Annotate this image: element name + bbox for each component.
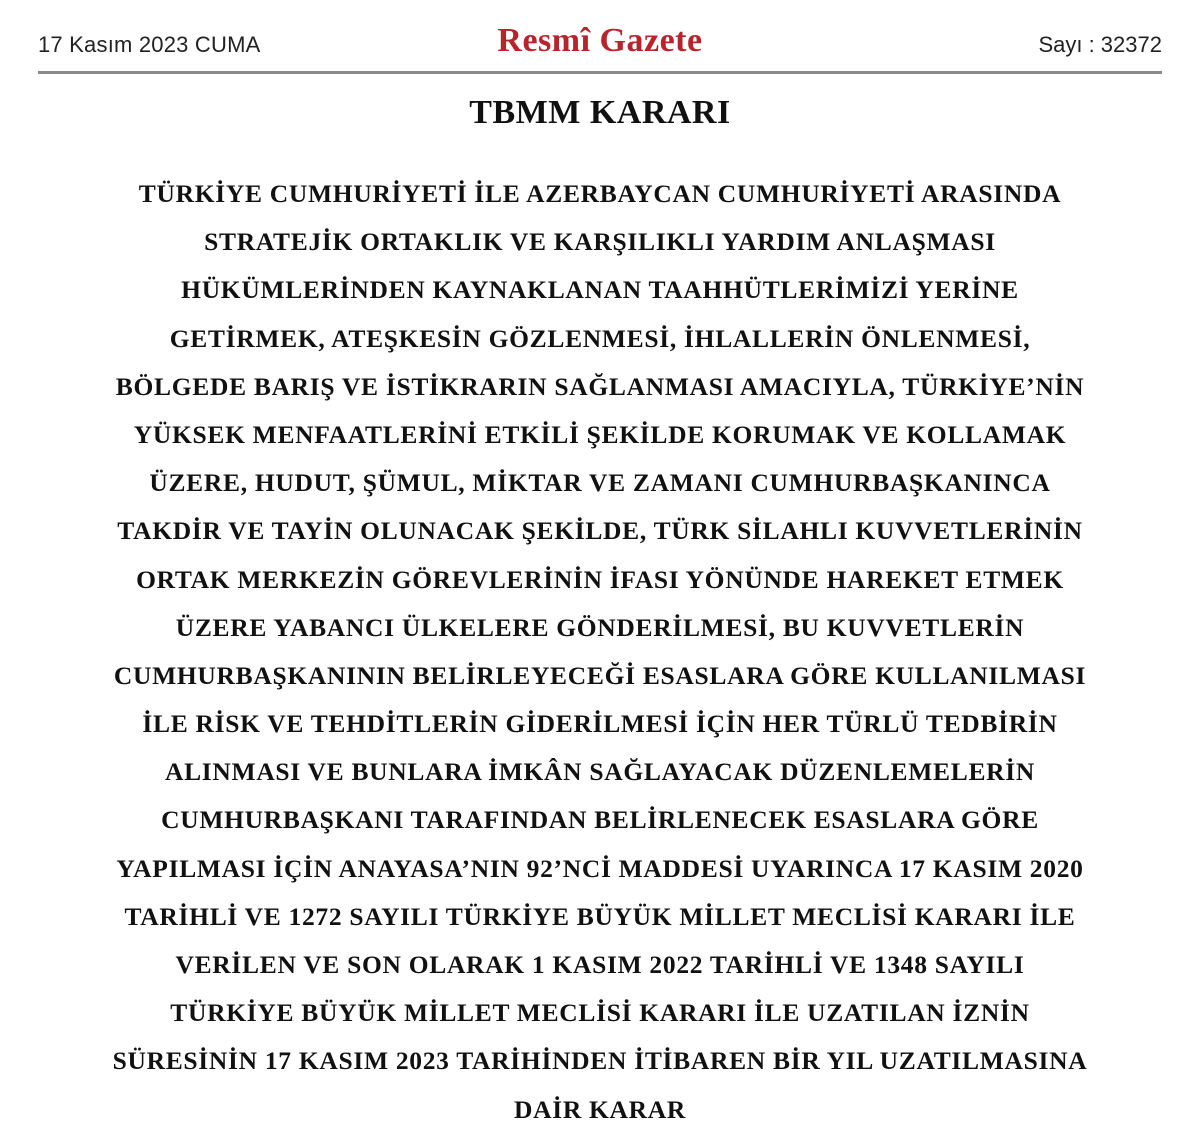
decision-title-line: BÖLGEDE BARIŞ VE İSTİKRARIN SAĞLANMASI AMACIYLA, TÜRKİYE’NİN [115,371,1085,401]
decision-title-line: TARİHLİ VE 1272 SAYILI TÜRKİYE BÜYÜK MİLLET MECLİSİ KARARI İLE [124,901,1076,931]
decision-title [40,170,1160,1134]
decision-title-line: STRATEJİK ORTAKLIK VE KARŞILIKLI YARDIM ANLAŞMASI [204,227,996,257]
decision-title-line: DAİR KARAR [513,1094,687,1124]
decision-title-line: ALINMASI VE BUNLARA İMKÂN SAĞLAYACAK DÜZENLEMELERİN [164,757,1036,787]
decision-title-line: CUMHURBAŞKANI TARAFINDAN BELİRLENECEK ESASLARA GÖRE [161,805,1039,835]
decision-title-line: SÜRESİNİN 17 KASIM 2023 TARİHİNDEN İTİBAREN BİR YIL UZATILMASINA [112,1046,1088,1076]
publication-date: 17 Kasım 2023 CUMA [38,32,261,57]
decision-title-line: TAKDİR VE TAYİN OLUNACAK ŞEKİLDE, TÜRK SİLAHLI KUVVETLERİNİN [117,516,1083,546]
decision-title-line: GETİRMEK, ATEŞKESİN GÖZLENMESİ, İHLALLERİN ÖNLENMESİ, [169,323,1031,353]
decision-title-line: ÜZERE, HUDUT, ŞÜMUL, MİKTAR VE ZAMANI CUMHURBAŞKANINCA [149,468,1051,498]
decision-title-line: ORTAK MERKEZİN GÖREVLERİNİN İFASI YÖNÜNDE HAREKET ETMEK [136,564,1064,594]
gazette-title: Resmî Gazete [497,22,703,59]
decision-title-line: ÜZERE YABANCI ÜLKELERE GÖNDERİLMESİ, BU KUVVETLERİN [175,612,1025,642]
decision-title-line: YAPILMASI İÇİN ANAYASA’NIN 92’NCİ MADDESİ UYARINCA 17 KASIM 2020 [116,853,1084,883]
decision-title-line: İLE RİSK VE TEHDİTLERİN GİDERİLMESİ İÇİN HER TÜRLÜ TEDBİRİN [142,709,1058,739]
decision-title-line: TÜRKİYE CUMHURİYETİ İLE AZERBAYCAN CUMHURİYETİ ARASINDA [138,179,1062,208]
decision-title-line: VERİLEN VE SON OLARAK 1 KASIM 2022 TARİHLİ VE 1348 SAYILI [175,950,1025,979]
decision-title-line: CUMHURBAŞKANININ BELİRLEYECEĞİ ESASLARA GÖRE KULLANILMASI [113,660,1087,690]
decision-title-line: HÜKÜMLERİNDEN KAYNAKLANAN TAAHHÜTLERİMİZİ YERİNE [181,275,1019,305]
issue-number: Sayı : 32372 [1038,32,1162,57]
decision-title-line: YÜKSEK MENFAATLERİNİ ETKİLİ ŞEKİLDE KORUMAK VE KOLLAMAK [133,419,1067,449]
masthead-divider [38,71,1162,74]
masthead [38,14,1162,72]
decision-title-line: TÜRKİYE BÜYÜK MİLLET MECLİSİ KARARI İLE UZATILAN İZNİN [170,998,1030,1028]
document-type-heading: TBMM KARARI [469,94,731,131]
